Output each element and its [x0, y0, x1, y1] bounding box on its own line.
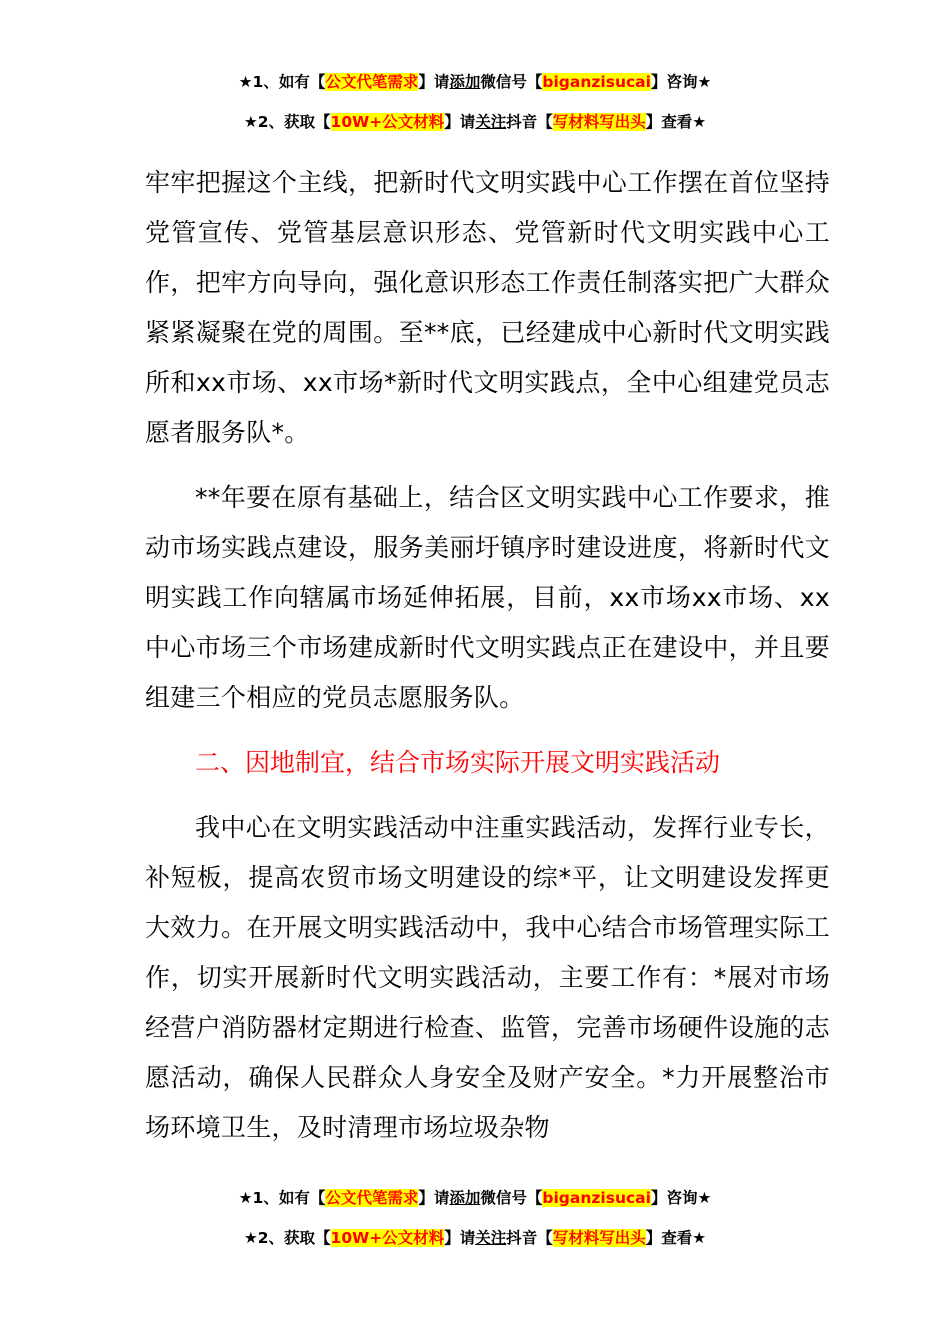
- banner-text: 】查看★: [645, 1229, 707, 1247]
- banner-text: ★1、如有【: [238, 73, 326, 91]
- banner-wechat-id: biganzisucai: [542, 73, 651, 91]
- paragraph-3: 我中心在文明实践活动中注重实践活动，发挥行业专长，补短板，提高农贸市场文明建设的综*平，让文明建设发挥更大效力。在开展文明实践活动中，我中心结合市场管理实际工作，切实开展新时代文明实践活动，主要工作有：*展对市场经营户消防器材定期进行检查、监管，完善市场硬件设施的志愿活动，确保人民群众人身安全及财产安全。*力开展整治市场环境卫生，及时清理市场垃圾杂物: [145, 813, 830, 1142]
- banner-underline: 添加: [449, 1189, 481, 1207]
- banner-text: 】请: [418, 1189, 450, 1207]
- banner-wechat-id: biganzisucai: [542, 1189, 651, 1207]
- banner-douyin-id: 写材料写出头: [552, 113, 646, 131]
- section-heading: 二、因地制宜，结合市场实际开展文明实践活动: [195, 748, 721, 777]
- banner-text: ★2、获取【: [243, 1229, 331, 1247]
- paragraph-2: **年要在原有基础上，结合区文明实践中心工作要求，推动市场实践点建设，服务美丽圩镇序时建设进度，将新时代文明实践工作向辖属市场延伸拓展，目前，xx市场xx市场、xx中心市场三个市场建成新时代文明实践点正在建设中，并且要组建三个相应的党员志愿服务队。: [145, 483, 830, 712]
- bottom-banner-line-1: [0, 1186, 950, 1210]
- banner-text: 】咨询★: [650, 73, 712, 91]
- banner-douyin-id: 写材料写出头: [552, 1229, 646, 1247]
- bottom-banner-line-2: [0, 1226, 950, 1250]
- banner-text: ★1、如有【: [238, 1189, 326, 1207]
- banner-text: 】请: [444, 113, 476, 131]
- banner-underline: 添加: [449, 73, 481, 91]
- top-banner-line-1: [0, 70, 950, 94]
- banner-underline: 关注: [475, 1229, 507, 1247]
- top-banner-line-2: [0, 110, 950, 134]
- banner-underline: 关注: [475, 113, 507, 131]
- document-body: [145, 158, 830, 1153]
- banner-highlight: 公文代笔需求: [325, 73, 419, 91]
- banner-text: 微信号【: [480, 73, 543, 91]
- banner-text: 抖音【: [506, 113, 553, 131]
- banner-text: ★2、获取【: [243, 113, 331, 131]
- banner-highlight: 10W+公文材料: [330, 1229, 445, 1247]
- banner-text: 】请: [418, 73, 450, 91]
- banner-text: 】咨询★: [650, 1189, 712, 1207]
- banner-highlight: 10W+公文材料: [330, 113, 445, 131]
- banner-text: 】查看★: [645, 113, 707, 131]
- banner-text: 抖音【: [506, 1229, 553, 1247]
- banner-highlight: 公文代笔需求: [325, 1189, 419, 1207]
- banner-text: 微信号【: [480, 1189, 543, 1207]
- paragraph-1: 牢牢把握这个主线，把新时代文明实践中心工作摆在首位坚持党管宣传、党管基层意识形态、党管新时代文明实践中心工作，把牢方向导向，强化意识形态工作责任制落实把广大群众紧紧凝聚在党的周围。至**底，已经建成中心新时代文明实践所和xx市场、xx市场*新时代文明实践点，全中心组建党员志愿者服务队*。: [145, 168, 830, 447]
- banner-text: 】请: [444, 1229, 476, 1247]
